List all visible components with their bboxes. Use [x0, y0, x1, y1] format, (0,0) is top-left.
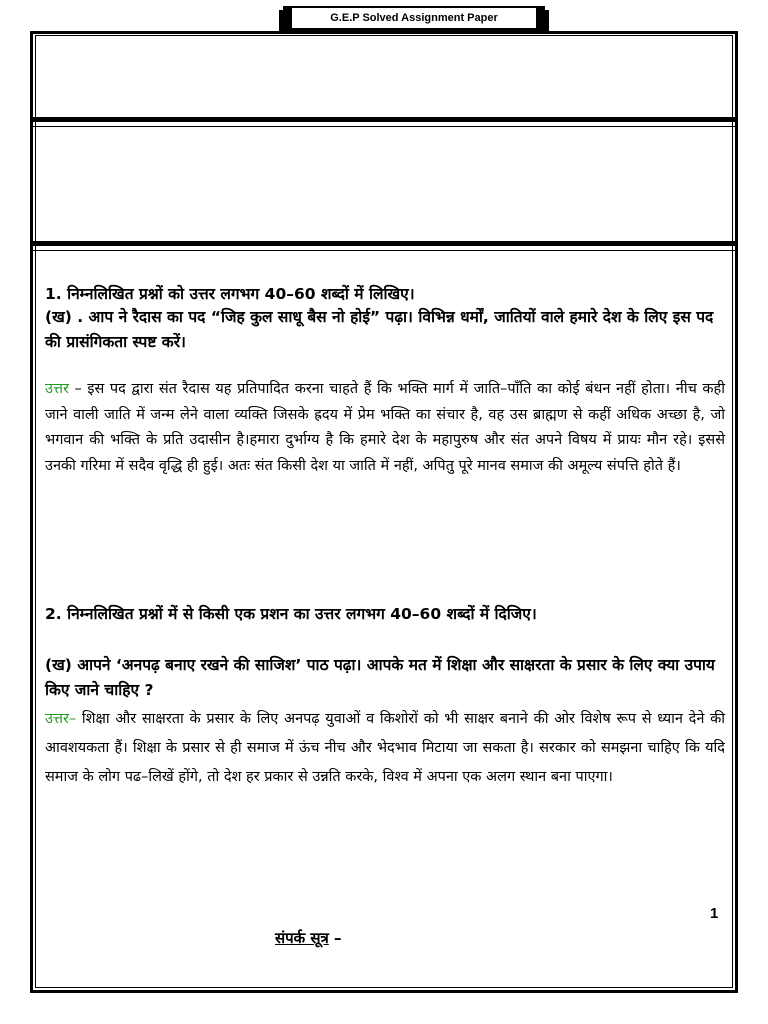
answer-2 [45, 705, 725, 792]
answer-1-text: – इस पद द्वारा संत रैदास यह प्रतिपादित करना चाहते हैं कि भक्ति मार्ग में जाति–पाँति का कोई बंधन नहीं होता। नीच कही जाने वाली जाति में जन्म लेने वाला व्यक्ति जिसके ह्रदय में प्रेम भक्ति का संचार है, वह उस ब्राह्मण से कहीं अधिक अच्छा है, जो भगवान की भक्ति के प्रति उदासीन है।हमारा दुर्भाग्य है कि हमारे देश के महापुरुष और संत अपने विषय में प्रायः मौन रहे। इससे उनकी गरिमा में सदैव वृद्धि ही हुई। अतः संत किसी देश या जाति में नहीं, अपितु पूरे मानव समाज की अमूल्य संपत्ति होते हैं। [45, 381, 725, 474]
answer-2-label: उत्तर– [45, 711, 77, 727]
divider-top-thin [33, 126, 735, 127]
question-1-text: (ख) . आप ने रैदास का पद “जिह कुल साधू बैस नो होई” पढ़ा। विभिन्न धर्मों, जातियों वाले हमारे देश के लिए इस पद की प्रासंगिकता स्पष्ट करें। [45, 308, 714, 351]
question-1-heading: 1. निम्नलिखित प्रश्नों को उत्तर लगभग 40–60 शब्दों में लिखिए। [45, 285, 415, 303]
answer-2-text: शिक्षा और साक्षरता के प्रसार के लिए अनपढ़ युवाओं व किशोरों को भी साक्षर बनाने की ओर विशेष रूप से ध्यान देने की आवशयकता हैं। शिक्षा के प्रसार से ही समाज में ऊंच नीच और भेदभाव मिटाया जा सकता है। सरकार को समझना चाहिए कि यदि समाज के लोग पढ–लिखें होंगे, तो देश हर प्रकार से उन्नति करके, विश्व में अपना एक अलग स्थान बना पाएगा। [45, 711, 725, 785]
divider-bottom [33, 241, 735, 246]
question-2-text: (ख) आपने ‘अनपढ़ बनाए रखने की साजिश’ पाठ पढ़ा। आपके मत में शिक्षा और साक्षरता के प्रसार के लिए क्या उपाय किए जाने चाहिए ? [45, 656, 715, 699]
page-number: 1 [710, 905, 719, 922]
question-2-heading: 2. निम्नलिखित प्रश्नों में से किसी एक प्रशन का उत्तर लगभग 40–60 शब्दों में दिजिए। [45, 605, 537, 623]
contact-label: संपर्क सूत्र [275, 929, 329, 947]
page-frame-inner [35, 35, 733, 988]
divider-top [33, 117, 735, 122]
answer-1-label: उत्तर [45, 381, 69, 397]
answer-1 [45, 377, 725, 479]
divider-bottom-thin [33, 250, 735, 251]
header-title: G.E.P Solved Assignment Paper [330, 12, 498, 24]
header-tab [283, 6, 545, 30]
contact-line [275, 928, 342, 948]
contact-dash: – [328, 929, 342, 947]
